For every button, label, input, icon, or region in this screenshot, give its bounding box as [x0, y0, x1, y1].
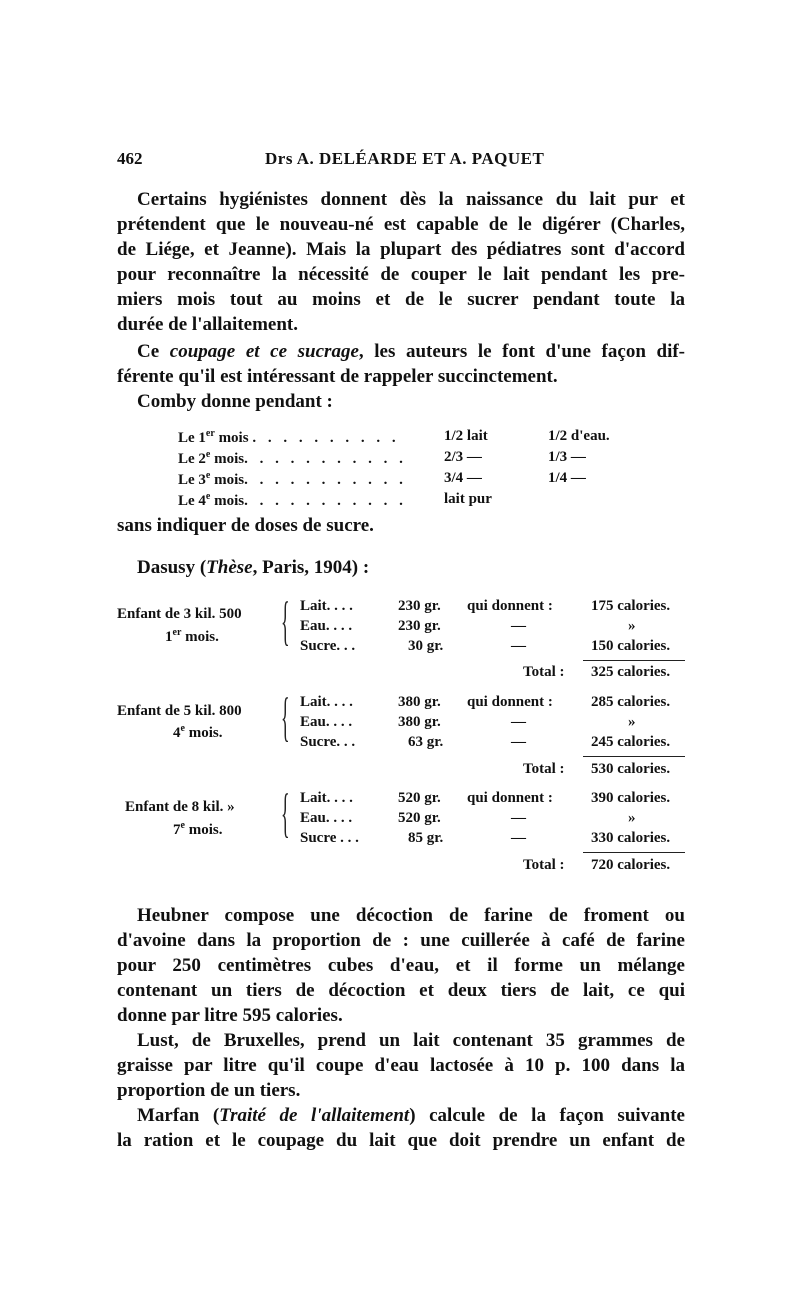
item: Sucre. . . [300, 638, 356, 654]
item: Sucre . . . [300, 830, 359, 846]
qty: 380 gr. [398, 714, 441, 730]
text-line: miers mois tout au moins et de le sucrer pendant toute la [117, 289, 685, 310]
marfan-paragraph [117, 1103, 685, 1153]
calories: 245 calories. [591, 734, 671, 750]
comby-eau: 1/4 — [548, 470, 586, 486]
comby-lait: 2/3 — [444, 449, 482, 465]
qty: 230 gr. [398, 618, 441, 634]
calories: 150 calories. [591, 638, 671, 654]
mid: — [511, 810, 526, 826]
comby-eau: 1/3 — [548, 449, 586, 465]
brace: { [281, 687, 290, 747]
comby-after: sans indiquer de doses de sucre. [117, 515, 374, 536]
qty: 380 gr. [398, 694, 441, 710]
intro-paragraph [117, 187, 685, 337]
text-line: de Liége, et Jeanne). Mais la plupart des pédiatres sont d'accord [117, 239, 685, 260]
text-line: prétendent que le nouveau-né est capable de le digérer (Charles, [117, 214, 685, 235]
mid: — [511, 734, 526, 750]
group-label: Enfant de 8 kil. » [125, 799, 235, 815]
comby-month: Le 4e mois. . . . . . . . . . . [178, 491, 407, 509]
emphasis: coupage et ce sucrage [169, 341, 359, 362]
qty: 520 gr. [398, 810, 441, 826]
total-label: Total : [523, 857, 565, 873]
calories: 285 calories. [591, 694, 671, 710]
text-line: contenant un tiers de décoction et deux tiers de lait, ce qui [117, 980, 685, 1001]
page-header [117, 149, 685, 175]
item: Eau. . . . [300, 810, 353, 826]
comby-lait: 3/4 — [444, 470, 482, 486]
calories: 390 calories. [591, 790, 671, 806]
total-label: Total : [523, 664, 565, 680]
group-sublabel: 4e mois. [173, 723, 223, 741]
qty: 30 gr. [408, 638, 444, 654]
group-sublabel: 1er mois. [165, 627, 219, 645]
comby-eau: 1/2 d'eau. [548, 428, 610, 444]
total-rule [583, 660, 685, 661]
item: Lait. . . . [300, 598, 353, 614]
text-line: férente qu'il est intéressant de rappeler succinctement. [117, 366, 558, 387]
item: Sucre. . . [300, 734, 356, 750]
text-line: pour reconnaître la nécessité de couper le lait pendant les pre- [117, 264, 685, 285]
lust-paragraph [117, 1028, 685, 1103]
group-label: Enfant de 5 kil. 800 [117, 703, 242, 719]
heubner-paragraph [117, 903, 685, 1028]
item: Eau. . . . [300, 714, 353, 730]
text-line: pour 250 centimètres cubes d'eau, et il forme un mélange [117, 955, 685, 976]
total-label: Total : [523, 761, 565, 777]
total-value: 720 calories. [591, 857, 671, 873]
calories: » [628, 714, 636, 730]
page-number: 462 [117, 149, 143, 168]
text-line: graisse par litre qu'il coupe d'eau lactosée à 10 p. 100 dans la [117, 1055, 685, 1076]
item: Eau. . . . [300, 618, 353, 634]
text-line: Ce coupage et ce sucrage, les auteurs le font d'une façon dif- [137, 341, 686, 362]
text-line: la ration et le coupage du lait que doit prendre un enfant de [117, 1130, 685, 1151]
comby-month: Le 1er mois . . . . . . . . . . [178, 428, 400, 446]
group-sublabel: 7e mois. [173, 820, 223, 838]
dasusy-intro: Dasusy (Thèse, Paris, 1904) : [137, 557, 370, 578]
mid: qui donnent : [467, 598, 553, 614]
mid: — [511, 618, 526, 634]
comby-lait: 1/2 lait [444, 428, 488, 444]
text-line: d'avoine dans la proportion de : une cuillerée à café de farine [117, 930, 685, 951]
mid: — [511, 638, 526, 654]
text-line: Marfan (Traité de l'allaitement) calcule de la façon suivante [137, 1105, 685, 1126]
brace: { [281, 591, 290, 651]
qty: 63 gr. [408, 734, 444, 750]
mid: — [511, 714, 526, 730]
comby-month: Le 2e mois. . . . . . . . . . . [178, 449, 407, 467]
total-rule [583, 756, 685, 757]
text-line: Certains hygiénistes donnent dès la naissance du lait pur et [137, 189, 685, 210]
comby-month: Le 3e mois. . . . . . . . . . . [178, 470, 407, 488]
emphasis: Thèse [206, 557, 253, 578]
emphasis: Traité de l'allaitement [219, 1105, 410, 1126]
qty: 520 gr. [398, 790, 441, 806]
total-rule [583, 852, 685, 853]
calories: » [628, 810, 636, 826]
total-value: 530 calories. [591, 761, 671, 777]
comby-intro: Comby donne pendant : [137, 391, 333, 412]
qty: 230 gr. [398, 598, 441, 614]
text-line: donne par litre 595 calories. [117, 1005, 343, 1026]
mid: qui donnent : [467, 694, 553, 710]
text-line: Heubner compose une décoction de farine de froment ou [137, 905, 685, 926]
text-line: durée de l'allaitement. [117, 314, 298, 335]
total-value: 325 calories. [591, 664, 671, 680]
item: Lait. . . . [300, 790, 353, 806]
text-line: Lust, de Bruxelles, prend un lait contenant 35 grammes de [137, 1030, 685, 1051]
calories: » [628, 618, 636, 634]
brace: { [281, 783, 290, 843]
item: Lait. . . . [300, 694, 353, 710]
coupage-paragraph [117, 339, 685, 389]
calories: 330 calories. [591, 830, 671, 846]
comby-lait: lait pur [444, 491, 492, 507]
calories: 175 calories. [591, 598, 671, 614]
text-line: proportion de un tiers. [117, 1080, 301, 1101]
running-title: Drs A. DELÉARDE ET A. PAQUET [265, 149, 545, 168]
group-label: Enfant de 3 kil. 500 [117, 606, 242, 622]
mid: qui donnent : [467, 790, 553, 806]
mid: — [511, 830, 526, 846]
qty: 85 gr. [408, 830, 444, 846]
